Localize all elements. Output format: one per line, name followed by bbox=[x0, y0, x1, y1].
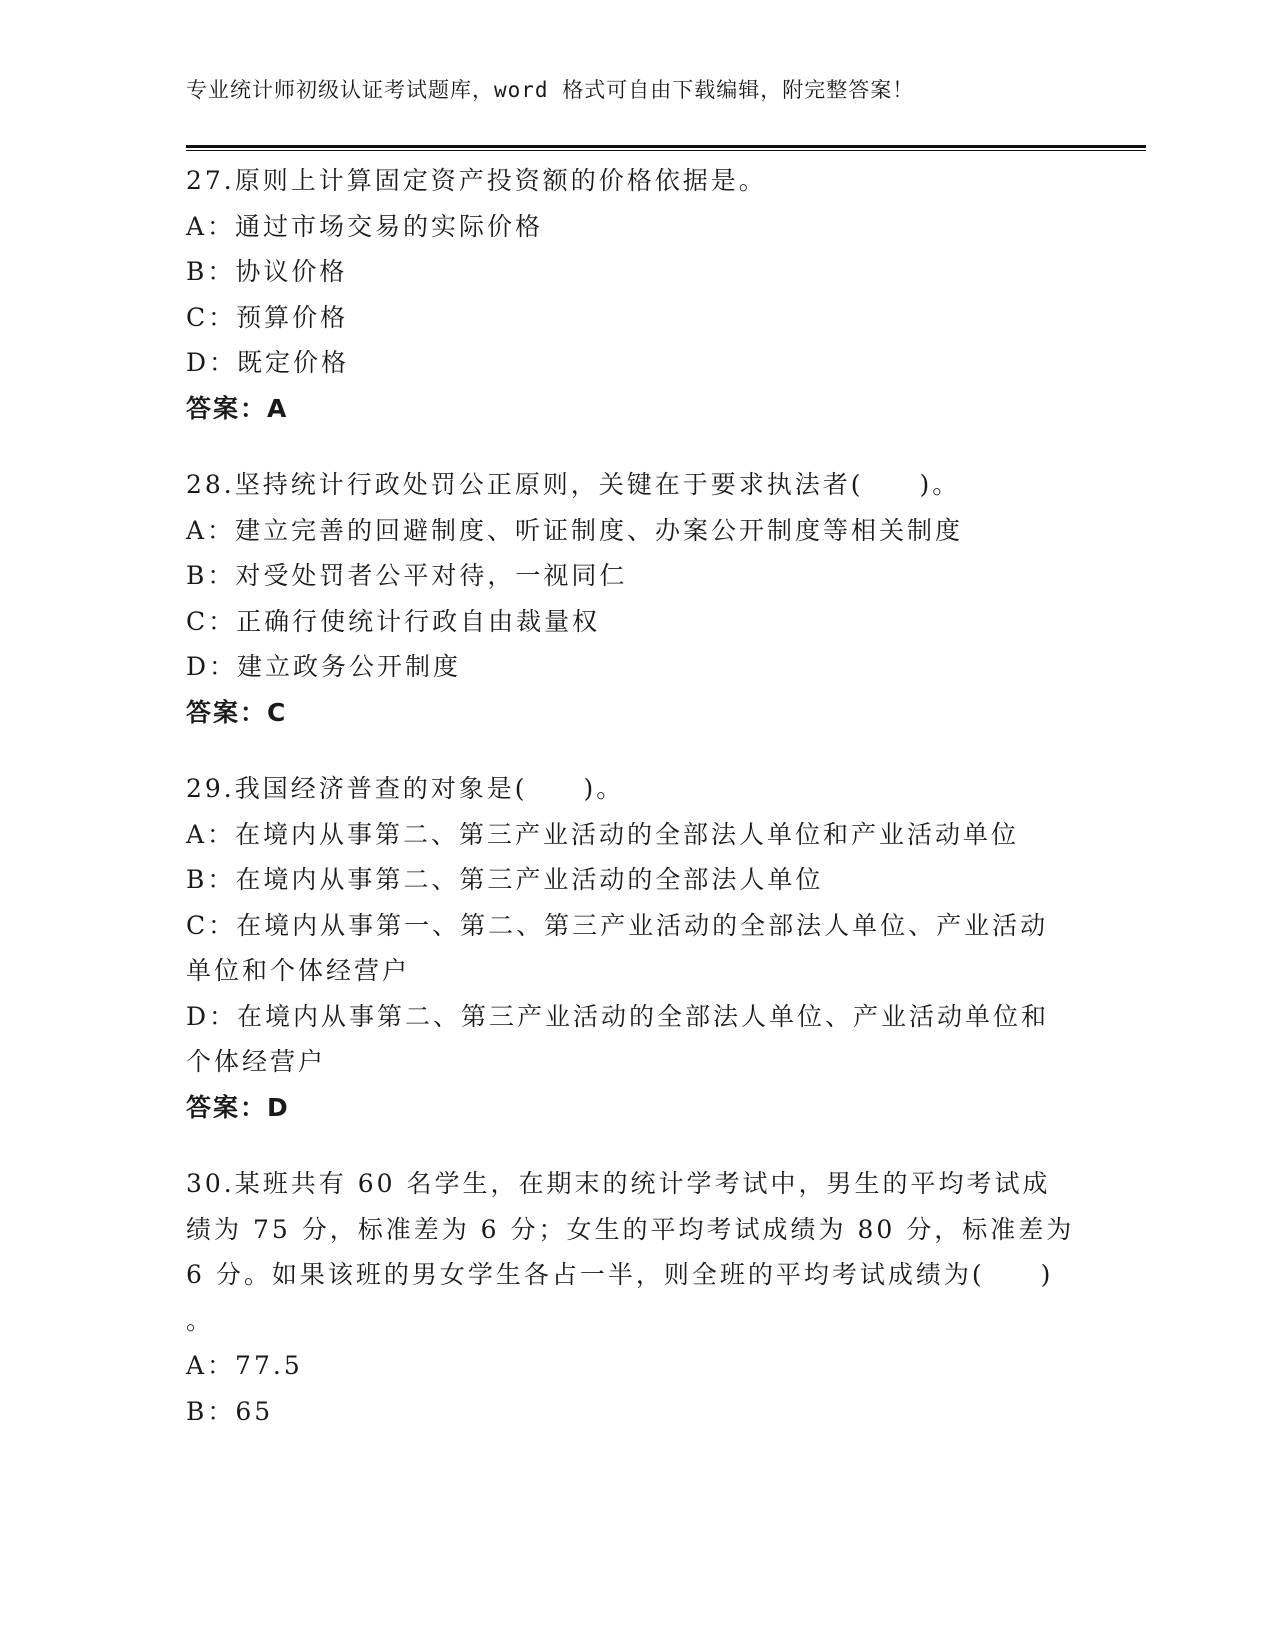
option-c-continued: 单位和个体经营户 bbox=[186, 956, 411, 985]
option-c: C：正确行使统计行政自由裁量权 bbox=[186, 606, 601, 636]
option-d: D：既定价格 bbox=[186, 348, 350, 377]
answer-value: A bbox=[267, 393, 288, 423]
answer-label: 答案： bbox=[186, 1092, 268, 1122]
option-a: A：在境内从事第二、第三产业活动的全部法人单位和产业活动单位 bbox=[186, 819, 1020, 849]
option-a: A：通过市场交易的实际价格 bbox=[186, 211, 544, 241]
answer-label: 答案： bbox=[186, 697, 268, 727]
option-d: D：建立政务公开制度 bbox=[186, 652, 462, 681]
option-c: C：在境内从事第一、第二、第三产业活动的全部法人单位、产业活动 bbox=[186, 910, 1049, 940]
question-stem: 29.我国经济普查的对象是( )。 bbox=[186, 774, 625, 803]
question-27 bbox=[186, 158, 1086, 431]
header-rule-thin bbox=[186, 150, 1146, 151]
question-stem: 30.某班共有 60 名学生，在期末的统计学考试中，男生的平均考试成 bbox=[186, 1169, 1051, 1198]
option-c: C：预算价格 bbox=[186, 302, 349, 332]
option-d: D：在境内从事第二、第三产业活动的全部法人单位、产业活动单位和 bbox=[186, 1001, 1050, 1031]
header-rule-thick bbox=[186, 145, 1146, 148]
question-list bbox=[186, 158, 1086, 1465]
option-a: A：建立完善的回避制度、听证制度、办案公开制度等相关制度 bbox=[186, 515, 964, 545]
answer-line bbox=[186, 1085, 1086, 1131]
question-stem-line-3: 6 分。如果该班的男女学生各占一半，则全班的平均考试成绩为( ) bbox=[186, 1260, 1054, 1289]
question-29 bbox=[186, 766, 1086, 1130]
question-stem: 27.原则上计算固定资产投资额的价格依据是。 bbox=[186, 166, 767, 195]
option-b: B：65 bbox=[186, 1396, 274, 1426]
option-b: B：协议价格 bbox=[186, 257, 348, 286]
option-a: A：77.5 bbox=[186, 1351, 303, 1380]
question-28 bbox=[186, 462, 1086, 735]
answer-value: D bbox=[267, 1092, 289, 1122]
question-stem-line-2: 绩为 75 分，标准差为 6 分；女生的平均考试成绩为 80 分，标准差为 bbox=[186, 1214, 1075, 1244]
option-b: B：在境内从事第二、第三产业活动的全部法人单位 bbox=[186, 865, 824, 894]
answer-line bbox=[186, 386, 1086, 432]
option-d-continued: 个体经营户 bbox=[186, 1047, 327, 1076]
question-stem: 28.坚持统计行政处罚公正原则，关键在于要求执法者( )。 bbox=[186, 470, 961, 499]
question-30 bbox=[186, 1161, 1086, 1434]
answer-label: 答案： bbox=[186, 393, 268, 423]
question-stem-line-4: 。 bbox=[186, 1305, 215, 1335]
answer-value: C bbox=[267, 697, 287, 727]
page-header: 专业统计师初级认证考试题库，word 格式可自由下载编辑，附完整答案！ bbox=[186, 78, 915, 102]
option-b: B：对受处罚者公平对待，一视同仁 bbox=[186, 561, 628, 590]
answer-line bbox=[186, 690, 1086, 736]
